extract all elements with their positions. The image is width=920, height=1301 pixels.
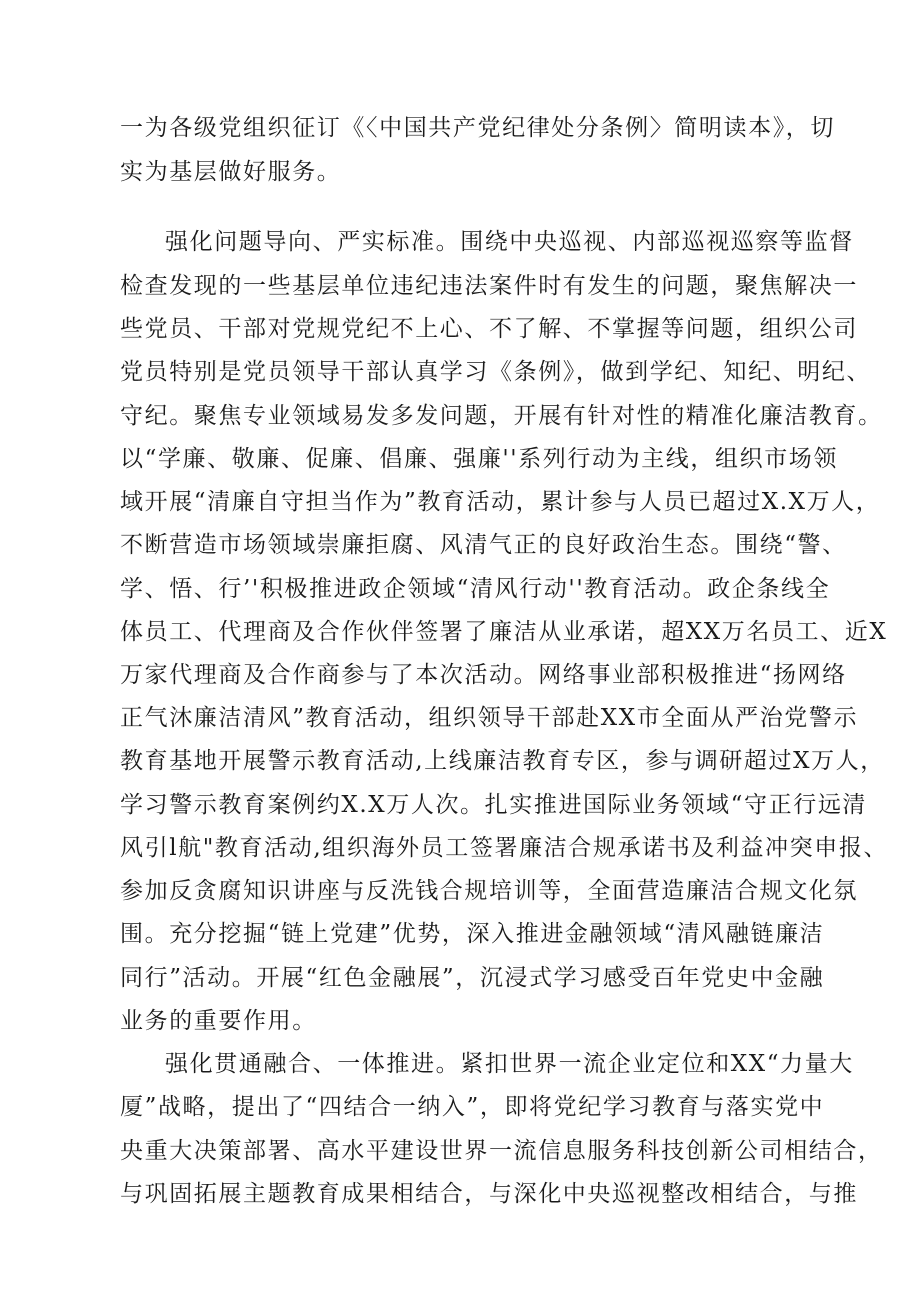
text-line: 业务的重要作用。 [120,1008,317,1034]
text-line: 与巩固拓展主题教育成果相结合，与深化中央巡视整改相结合，与推 [120,1181,858,1207]
text-line: 教育基地开展警示教育活动,上线廉洁教育专区，参与调研超过X万人， [120,748,885,774]
paragraph-first-line: 强化问题导向、严实标准。围绕中央巡视、内部巡视巡察等监督 [165,229,854,255]
text-line: 不断营造市场领域崇廉拒腐、风清气正的良好政治生态。围绕“警、 [120,532,847,558]
text-line: 些党员、干部对党规党纪不上心、不了解、不掌握等问题，组织公司 [120,316,858,342]
text-line: 党员特别是党员领导干部认真学习《条例》，做到学纪、知纪、明纪、 [120,359,872,385]
text-line: 围。充分挖掘“链上党建”优势，深入推进金融领域“清风融链廉洁 [120,921,825,947]
text-line: 同行”活动。开展“红色金融展”，沉浸式学习感受百年党史中金融 [120,965,825,991]
text-line: 学、悟、行’'积极推进政企领域“清风行动''教育活动。政企条线全 [120,576,831,602]
text-line: 风引l航"教育活动,组织海外员工签署廉洁合规承诺书及利益冲突申报、 [120,835,889,861]
text-line: 以“学廉、敬廉、促廉、倡廉、强廉''系列行动为主线，组织市场领 [120,446,839,472]
text-line: 厦”战略，提出了“四结合一纳入”，即将党纪学习教育与落实党中 [120,1094,825,1120]
text-line: 参加反贪腐知识讲座与反洗钱合规培训等，全面营造廉洁合规文化氛 [120,878,858,904]
text-line: 一为各级党组织征订《〈中国共产党纪律处分条例〉简明读本》，切 [120,115,835,141]
text-line: 万家代理商及合作商参与了本次活动。网络事业部积极推进“扬网络 [120,662,847,688]
text-line: 实为基层做好服务。 [120,159,342,185]
text-line: 正气沐廉洁清风”教育活动，组织领导干部赴XX市全面从严治党警示 [120,705,859,731]
text-line: 守纪。聚焦专业领域易发多发问题，开展有针对性的精准化廉洁教育。 [120,403,883,429]
text-line: 央重大决策部署、高水平建设世界一流信息服务科技创新公司相结合， [120,1138,883,1164]
text-line: 域开展“清廉自守担当作为”教育活动，累计参与人员已超过X.X万人， [120,489,881,515]
paragraph-first-line: 强化贯通融合、一体推进。紧扣世界一流企业定位和XX“力量大 [165,1051,854,1077]
text-line: 学习警示教育案例约X.X万人次。扎实推进国际业务领域“守正行远清 [120,792,868,818]
text-line: 体员工、代理商及合作伙伴签署了廉洁从业承诺，超XX万名员工、近X [120,619,888,645]
text-line: 检查发现的一些基层单位违纪违法案件时有发生的问题，聚焦解决一 [120,273,858,299]
